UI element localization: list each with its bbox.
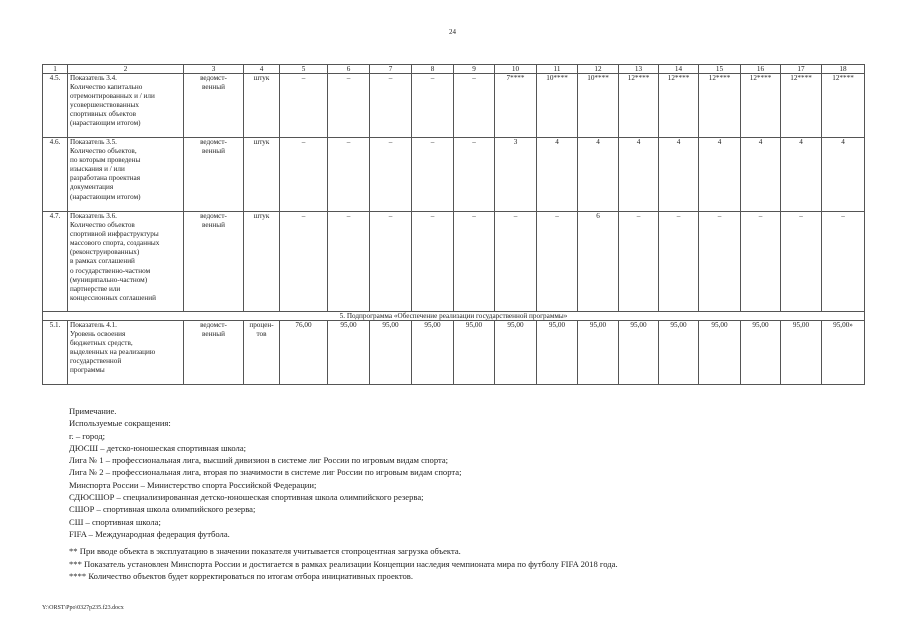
value-cell: 95,00 — [328, 321, 370, 385]
document-path: Y:\ORST\Ppo\0327p235.f23.docx — [42, 605, 124, 611]
value-cell: – — [454, 138, 495, 212]
subprogram-title: 5. Подпрограмма «Обеспечение реализации государственной программы» — [43, 312, 865, 321]
value-cell: 95,00 — [659, 321, 699, 385]
header-cell: 13 — [619, 65, 659, 74]
value-cell: – — [495, 212, 537, 312]
table-row — [43, 321, 865, 385]
value-cell: 12**** — [741, 74, 781, 138]
row-number: 5.1. — [43, 321, 68, 385]
table-row — [43, 212, 865, 312]
indicator-name: Показатель 4.1. Уровень освоения бюджетных средств, выделенных на реализацию государственной программы — [68, 321, 184, 385]
indicator-name: Показатель 3.6. Количество объектов спортивной инфраструктуры массового спорта, созданных (реконструированных) в рамках соглашений о государственно-частном (муниципально-частном) партнерстве или концессионных соглашений — [68, 212, 184, 312]
header-cell: 14 — [659, 65, 699, 74]
unit: штук — [244, 212, 280, 312]
value-cell: 6 — [578, 212, 619, 312]
value-cell: – — [454, 74, 495, 138]
value-cell: 76,00 — [280, 321, 328, 385]
value-cell: 95,00 — [412, 321, 454, 385]
row-number: 4.7. — [43, 212, 68, 312]
page-number: 24 — [449, 28, 456, 36]
abbreviation-item: ДЮСШ – детско-юношеская спортивная школа; — [69, 442, 247, 453]
value-cell: 12**** — [659, 74, 699, 138]
footnote-item: **** Количество объектов будет корректироваться по итогам отбора инициативных проектов. — [69, 570, 413, 581]
header-cell: 8 — [412, 65, 454, 74]
value-cell: 12**** — [781, 74, 822, 138]
value-cell: – — [328, 138, 370, 212]
header-cell: 16 — [741, 65, 781, 74]
value-cell: – — [619, 212, 659, 312]
abbreviation-item: FIFA – Международная федерация футбола. — [69, 528, 230, 539]
data-source: ведомст- венный — [184, 212, 244, 312]
value-cell: – — [537, 212, 578, 312]
abbreviation-item: СШ – спортивная школа; — [69, 516, 161, 527]
header-cell: 6 — [328, 65, 370, 74]
abbreviation-item: СДЮСШОР – специализированная детско-юношеская спортивная школа олимпийского резерва; — [69, 492, 424, 503]
header-row — [43, 65, 865, 74]
header-cell: 3 — [184, 65, 244, 74]
value-cell: – — [370, 74, 412, 138]
header-cell: 1 — [43, 65, 68, 74]
value-cell: – — [412, 212, 454, 312]
value-cell: 95,00 — [495, 321, 537, 385]
value-cell: – — [280, 138, 328, 212]
data-source: ведомст- венный — [184, 74, 244, 138]
abbreviation-item: СШОР – спортивная школа олимпийского резерва; — [69, 504, 256, 515]
value-cell: 3 — [495, 138, 537, 212]
value-cell: 12**** — [619, 74, 659, 138]
value-cell: – — [454, 212, 495, 312]
header-cell: 12 — [578, 65, 619, 74]
table-row — [43, 138, 865, 212]
value-cell: 95,00 — [578, 321, 619, 385]
header-cell: 5 — [280, 65, 328, 74]
header-cell: 7 — [370, 65, 412, 74]
value-cell: 4 — [659, 138, 699, 212]
value-cell: 7**** — [495, 74, 537, 138]
abbreviations-title: Используемые сокращения: — [69, 418, 171, 429]
value-cell: 4 — [619, 138, 659, 212]
value-cell: 95,00 — [537, 321, 578, 385]
table-row — [43, 74, 865, 138]
header-cell: 2 — [68, 65, 184, 74]
value-cell: 95,00» — [822, 321, 865, 385]
value-cell: 95,00 — [781, 321, 822, 385]
row-number: 4.5. — [43, 74, 68, 138]
value-cell: 12**** — [699, 74, 741, 138]
value-cell: 10**** — [578, 74, 619, 138]
value-cell: 95,00 — [741, 321, 781, 385]
value-cell: 4 — [741, 138, 781, 212]
abbreviations-list — [69, 430, 618, 541]
header-cell: 18 — [822, 65, 865, 74]
footnote-item: *** Показатель установлен Минспорта России и достигается в рамках реализации Концепции наследия чемпионата мира по футболу FIFA 2018 года. — [69, 558, 618, 569]
indicators-table — [42, 64, 865, 385]
header-cell: 9 — [454, 65, 495, 74]
value-cell: 4 — [699, 138, 741, 212]
abbreviation-item: Лига № 1 – профессиональная лига, высший дивизион в системе лиг России по игровым видам спорта; — [69, 455, 449, 466]
subprogram-row — [43, 312, 865, 321]
value-cell: – — [699, 212, 741, 312]
value-cell: 95,00 — [699, 321, 741, 385]
value-cell: – — [280, 74, 328, 138]
value-cell: 4 — [822, 138, 865, 212]
header-cell: 11 — [537, 65, 578, 74]
value-cell: – — [659, 212, 699, 312]
header-cell: 4 — [244, 65, 280, 74]
header-cell: 15 — [699, 65, 741, 74]
value-cell: – — [781, 212, 822, 312]
indicator-name: Показатель 3.5. Количество объектов, по которым проведены изыскания и / или разработана проектная документация (нарастающим итогом) — [68, 138, 184, 212]
value-cell: – — [370, 138, 412, 212]
indicator-name: Показатель 3.4. Количество капитально отремонтированных и / или усовершенствованных спортивных объектов (нарастающим итогом) — [68, 74, 184, 138]
value-cell: 12**** — [822, 74, 865, 138]
value-cell: 4 — [537, 138, 578, 212]
value-cell: 4 — [578, 138, 619, 212]
value-cell: – — [412, 74, 454, 138]
value-cell: 10**** — [537, 74, 578, 138]
header-cell: 10 — [495, 65, 537, 74]
unit: штук — [244, 74, 280, 138]
footnotes-list — [69, 545, 618, 582]
value-cell: – — [328, 74, 370, 138]
value-cell: – — [370, 212, 412, 312]
footnote-item: ** При вводе объекта в эксплуатацию в значении показателя учитывается стопроцентная загрузка объекта. — [69, 546, 461, 557]
value-cell: 95,00 — [619, 321, 659, 385]
notes-title: Примечание. — [69, 406, 117, 416]
value-cell: – — [741, 212, 781, 312]
data-source: ведомст- венный — [184, 321, 244, 385]
value-cell: 95,00 — [454, 321, 495, 385]
unit: процен- тов — [244, 321, 280, 385]
value-cell: – — [822, 212, 865, 312]
data-source: ведомст- венный — [184, 138, 244, 212]
unit: штук — [244, 138, 280, 212]
abbreviation-item: г. – город; — [69, 430, 106, 441]
value-cell: – — [328, 212, 370, 312]
row-number: 4.6. — [43, 138, 68, 212]
notes-block — [69, 405, 618, 582]
value-cell: 95,00 — [370, 321, 412, 385]
header-cell: 17 — [781, 65, 822, 74]
abbreviation-item: Лига № 2 – профессиональная лига, вторая по значимости в системе лиг России по игровым видам спорта; — [69, 467, 462, 478]
value-cell: – — [412, 138, 454, 212]
value-cell: 4 — [781, 138, 822, 212]
abbreviation-item: Минспорта России – Министерство спорта Российской Федерации; — [69, 479, 317, 490]
value-cell: – — [280, 212, 328, 312]
